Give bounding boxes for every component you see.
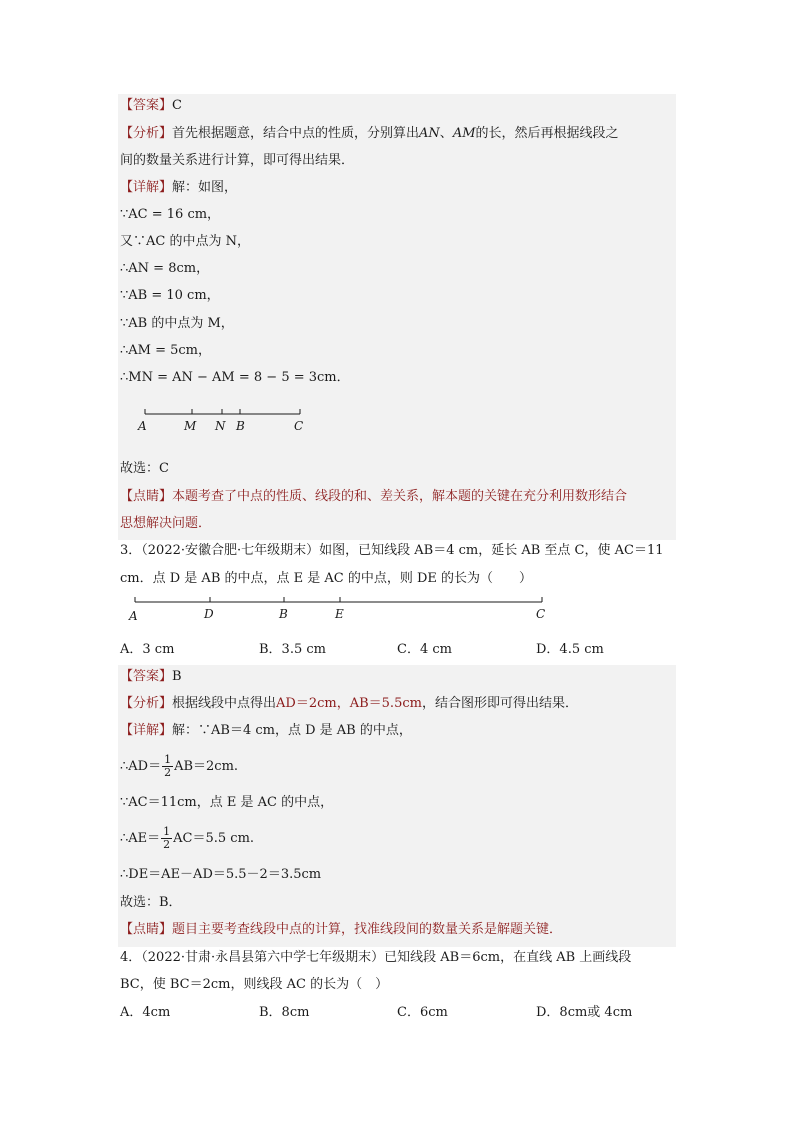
question-4-line-2: BC，使 BC＝2cm，则线段 AC 的长为（ ） (120, 977, 389, 992)
analysis-line-1: 【分析】首先根据题意，结合中点的性质，分别算出AN、AM的长，然后再根据线段之 (120, 126, 619, 141)
analysis-line-2: 间的数量关系进行计算，即可得出结果． (120, 153, 355, 168)
answer-tag: 【答案】 (120, 98, 173, 113)
point-label-m: M (184, 419, 197, 433)
choice-line: 故选：B． (120, 895, 182, 910)
detail-intro: 【详解】解：如图， (120, 180, 238, 195)
detail-tag: 【详解】 (120, 723, 173, 738)
question-3-line-1: 3．（2022·安徽合肥·七年级期末）如图，已知线段 AB＝4 cm，延长 AB 至点 C，使 AC＝11 (120, 543, 664, 558)
point-label-c: C (294, 419, 304, 433)
point-label-n: N (215, 419, 226, 433)
option-d: D．8cm或 4cm (536, 1005, 633, 1020)
step-line: ∵AB 的中点为 M， (120, 316, 234, 331)
step-line: ∴MN = AN − AM = 8 − 5 = 3cm． (120, 370, 350, 385)
step-line: ∵AB = 10 cm， (120, 288, 220, 303)
option-b: B．3.5 cm (259, 642, 326, 657)
option-d: D．4.5 cm (536, 642, 604, 657)
option-b: B．8cm (259, 1005, 310, 1020)
point-label-a: A (129, 609, 138, 623)
point-label-b: B (236, 419, 245, 433)
step-line: 又∵AC 的中点为 N， (120, 234, 250, 249)
analysis-tag: 【分析】 (120, 126, 173, 141)
half-fraction: $\frac{1}{2}$ (163, 825, 171, 851)
step-line-fraction: ∴AD＝ $\frac{1}{2}$ AB＝2cm. (120, 753, 239, 779)
step-line: ∴AN = 8cm， (120, 261, 210, 276)
detail-tag: 【详解】 (120, 180, 173, 195)
comment-line: 【点睛】题目主要考查线段中点的计算，找准线段间的数量关系是解题关键． (120, 922, 563, 937)
answer-value: C (172, 98, 182, 113)
segment-figure-1 (130, 402, 320, 438)
option-a: A．3 cm (120, 642, 175, 657)
step-line: ∵AC＝11cm，点 E 是 AC 的中点， (120, 795, 334, 810)
answer-value: B (172, 669, 182, 684)
option-c: C．4 cm (397, 642, 452, 657)
comment-tag: 【点睛】 (120, 489, 173, 504)
choice-line: 故选：C (120, 461, 169, 476)
comment-line-2: 思想解决问题． (120, 516, 212, 531)
option-c: C．6cm (397, 1005, 448, 1020)
point-label-e: E (335, 607, 344, 621)
question-3-line-2: cm．点 D 是 AB 的中点，点 E 是 AC 的中点，则 DE 的长为（ ） (120, 571, 533, 586)
answer-line (120, 667, 182, 687)
segment-figure-2 (125, 594, 555, 626)
point-label-c: C (536, 607, 546, 621)
comment-line-1: 【点睛】本题考查了中点的性质、线段的和、差关系，解本题的关键在充分利用数形结合 (120, 489, 628, 504)
answer-line (120, 96, 182, 116)
option-a: A．4cm (120, 1005, 171, 1020)
point-label-d: D (204, 607, 214, 621)
half-fraction: $\frac{1}{2}$ (164, 753, 172, 779)
step-line-fraction: ∴AE＝ $\frac{1}{2}$ AC＝5.5 cm. (120, 825, 255, 851)
question-4-line-1: 4．（2022·甘肃·永昌县第六中学七年级期末）已知线段 AB＝6cm，在直线 AB 上画线段 (120, 950, 632, 965)
step-line: ∵AC = 16 cm， (120, 207, 221, 222)
analysis-line: 【分析】根据线段中点得出AD＝2cm，AB＝5.5cm，结合图形即可得出结果． (120, 696, 578, 711)
detail-intro: 【详解】解：∵AB＝4 cm，点 D 是 AB 的中点， (120, 723, 412, 738)
step-line: ∴AM = 5cm， (120, 343, 212, 358)
point-label-a: A (138, 419, 147, 433)
analysis-tag: 【分析】 (120, 696, 173, 711)
point-label-b: B (279, 607, 288, 621)
step-line: ∴DE＝AE－AD＝5.5－2＝3.5cm (120, 867, 322, 882)
comment-tag: 【点睛】 (120, 922, 173, 937)
answer-tag: 【答案】 (120, 669, 173, 684)
